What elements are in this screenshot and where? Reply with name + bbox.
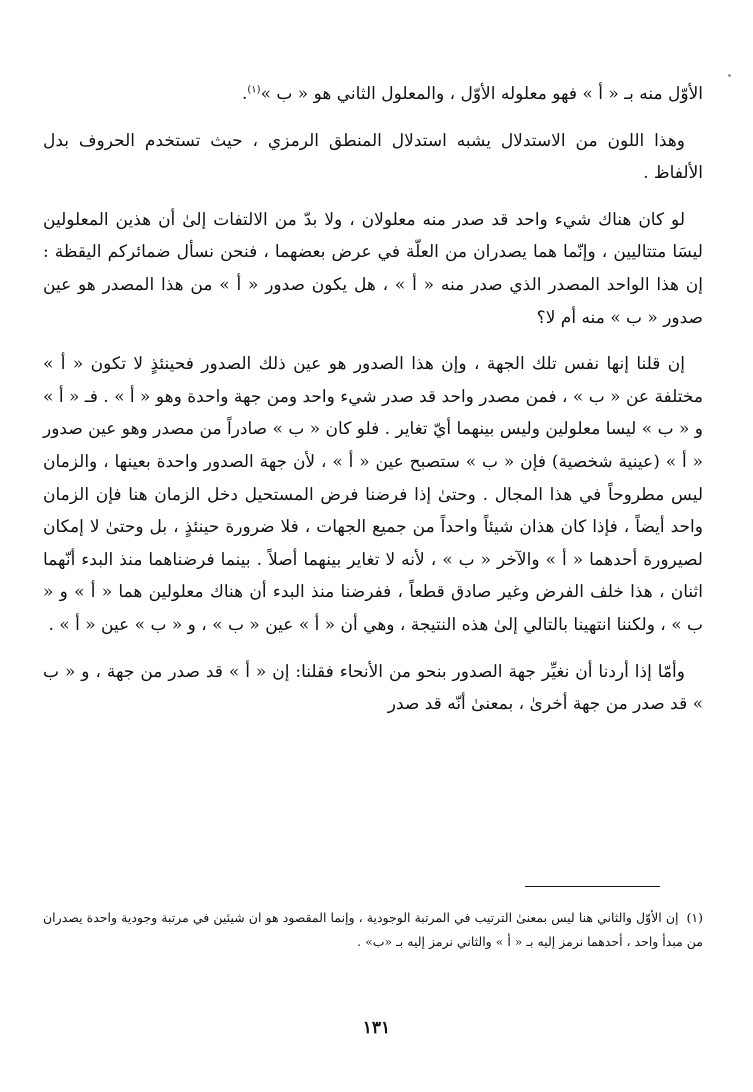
footnote-number: (١) — [686, 910, 703, 925]
footnote — [43, 906, 703, 954]
paragraph-4: إن قلنا إنها نفس تلك الجهة ، وإن هذا الصدور هو عين ذلك الصدور فحينئذٍ لا تكون « أ » مختلفة عن « ب » ، فمن مصدر واحد قد صدر شيء واحد ومن جهة واحدة وهو « أ » . فـ « أ » و « ب » ليسا معلولين وليس بينهما أيّ تغاير . فلو كان « ب » صادراً من مصدر وهو عين صدور « أ » (عينية شخصية) فإن « ب » ستصبح عين « أ » ، لأن جهة الصدور واحدة بعينها ، والزمان ليس مطروحاً في هذا المجال . وحتىٰ إذا فرضنا فرض المستحيل دخل الزمان هنا فإن الزمان واحد أيضاً ، فإذا كان هذان شيئاً واحداً من جميع الجهات ، فلا ضرورة حينئذٍ ، بل وحتىٰ لا إمكان لصيرورة أحدهما « أ » والآخر « ب » ، لأنه لا تغاير بينهما أصلاً . بينما فرضناهما منذ البدء أنّهما اثنان ، هذا خلف الفرض وغير صادق قطعاً ، ففرضنا منذ البدء أن هناك معلولين هما « أ » و « ب » ، ولكننا انتهينا بالتالي إلىٰ هذه النتيجة ، وهي أن « أ » عين « ب » ، و « ب » عين « أ » . — [43, 354, 703, 635]
footnote-text: إن الأوّل والثاني هنا ليس بمعنىٰ الترتيب في المرتبة الوجودية ، وإنما المقصود هو ان شيئين في مرتبة وجودية واحدة يصدران من مبدأ واحد ، أحدهما نرمز إليه بـ « أ » والثاني نرمز إليه بـ «ب» . — [43, 910, 703, 949]
scan-mark — [728, 74, 731, 77]
paragraph-1 — [43, 78, 703, 111]
footnote-reference[interactable]: (١) — [247, 84, 261, 96]
page-number: ١٣١ — [362, 1018, 391, 1038]
footnote-separator — [525, 886, 660, 887]
paragraph-2: وهذا اللون من الاستدلال يشبه استدلال المنطق الرمزي ، حيث تستخدم الحروف بدل الألفاظ . — [43, 130, 703, 184]
paragraph-3: لو كان هناك شيء واحد قد صدر منه معلولان ، ولا بدّ من الالتفات إلىٰ أن هذين المعلولين ليسَا متتاليين ، وإنّما هما يصدران من العلّة في عرض بعضهما ، فنحن نسأل ضمائركم اليقظة : إن هذا الواحد المصدر الذي صدر منه « أ » ، هل يكون صدور « أ » من هذا المصدر هو عين صدور « ب » منه أم لا؟ — [43, 209, 703, 328]
main-text — [43, 78, 703, 735]
paragraph-1-text: الأوّل منه بـ « أ » فهو معلوله الأوّل ، والمعلول الثاني هو « ب » — [260, 84, 703, 104]
paragraph-1-end: . — [241, 84, 248, 104]
paragraph-5: وأمّا إذا أردنا أن نغيِّر جهة الصدور بنحو من الأنحاء فقلنا: إن « أ » قد صدر من جهة ، و « ب » قد صدر من جهة أخرىٰ ، بمعنىٰ أنّه قد صدر — [43, 661, 703, 715]
